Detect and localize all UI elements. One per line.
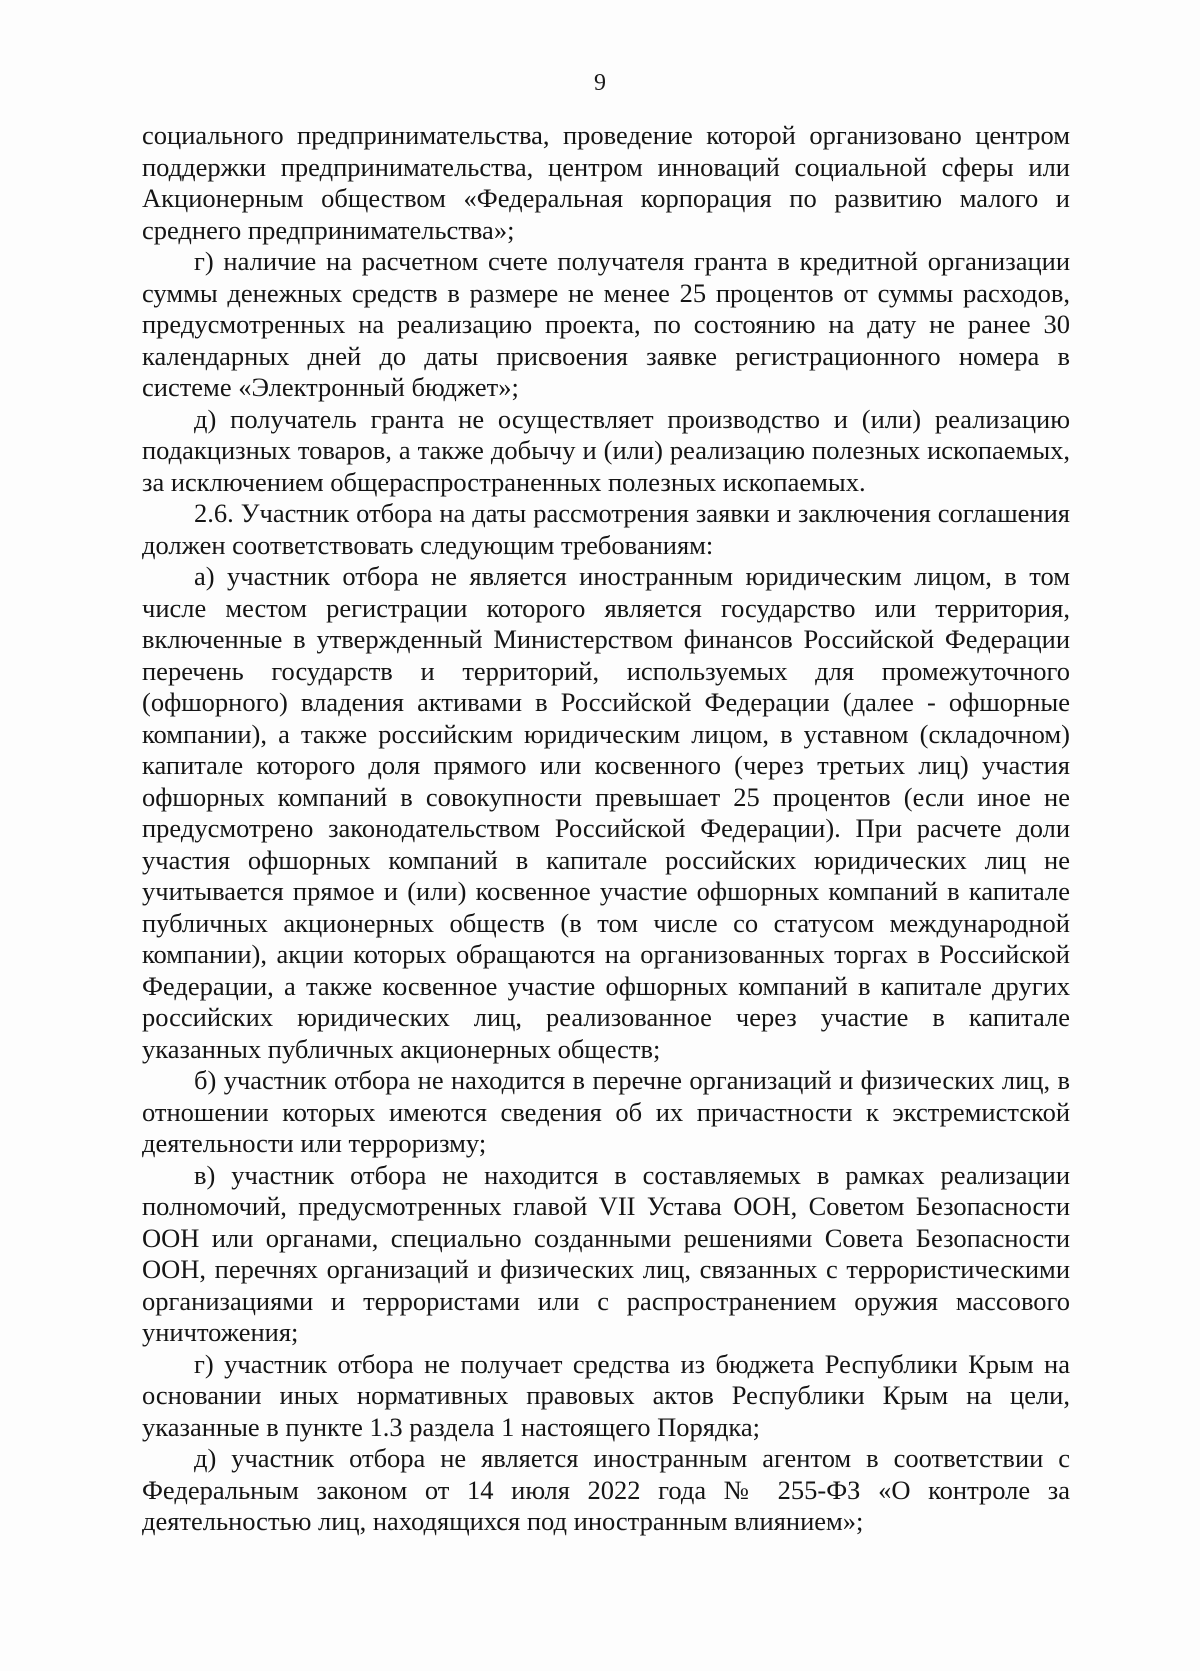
paragraph-item-b-participant: б) участник отбора не находится в перечне организаций и физических лиц, в отношении которых имеются сведения об их причастности к экстремистской деятельности или терроризму;	[142, 1065, 1070, 1158]
paragraph-item-d-participant: д) участник отбора не является иностранным агентом в соответствии с Федеральным законом от 14 июля 2022 года № 255-ФЗ «О контроле за деятельностью лиц, находящихся под иностранным влиянием»;	[142, 1443, 1070, 1536]
paragraph-item-a-participant: а) участник отбора не является иностранным юридическим лицом, в том числе местом регистрации которого является государство или территория, включенные в утвержденный Министерством финансов Российской Федерации перечень государств и территорий, используемых для промежуточного (офшорного) владения активами в Российской Федерации (далее - офшорные компании), а также российским юридическим лицом, в уставном (складочном) капитале которого доля прямого или косвенного (через третьих лиц) участия офшорных компаний в совокупности превышает 25 процентов (если иное не предусмотрено законодательством Российской Федерации). При расчете доли участия офшорных компаний в капитале российских юридических лиц не учитывается прямое и (или) косвенное участие офшорных компаний в капитале публичных акционерных обществ (в том числе со статусом международной компании), акции которых обращаются на организованных торгах в Российской Федерации, а также косвенное участие офшорных компаний в капитале других российских юридических лиц, реализованное через участие в капитале указанных публичных акционерных обществ;	[142, 561, 1070, 1064]
document-body	[142, 120, 1070, 1538]
paragraph-item-d-grant: д) получатель гранта не осуществляет производство и (или) реализацию подакцизных товаров, а также добычу и (или) реализацию полезных ископаемых, за исключением общераспространенных полезных ископаемых.	[142, 403, 1070, 497]
paragraph-item-g-participant: г) участник отбора не получает средства из бюджета Республики Крым на основании иных нормативных правовых актов Республики Крым на цели, указанные в пункте 1.3 раздела 1 настоящего Порядка;	[142, 1348, 1070, 1442]
paragraph-continuation: социального предпринимательства, проведение которой организовано центром поддержки предпринимательства, центром инноваций социальной сферы или Акционерным обществом «Федеральная корпорация по развитию малого и среднего предпринимательства»;	[142, 120, 1070, 245]
page-number: 9	[594, 70, 606, 96]
paragraph-section-2-6: 2.6. Участник отбора на даты рассмотрения заявки и заключения соглашения должен соответствовать следующим требованиям:	[142, 498, 1070, 560]
paragraph-item-v-participant: в) участник отбора не находится в составляемых в рамках реализации полномочий, предусмотренных главой VII Устава ООН, Советом Безопасности ООН или органами, специально созданными решениями Совета Безопасности ООН, перечнях организаций и физических лиц, связанных с террористическими организациями и террористами или с распространением оружия массового уничтожения;	[142, 1159, 1070, 1347]
paragraph-item-g-grant: г) наличие на расчетном счете получателя гранта в кредитной организации суммы денежных средств в размере не менее 25 процентов от суммы расходов, предусмотренных на реализацию проекта, по состоянию на дату не ранее 30 календарных дней до даты присвоения заявке регистрационного номера в системе «Электронный бюджет»;	[142, 246, 1070, 402]
